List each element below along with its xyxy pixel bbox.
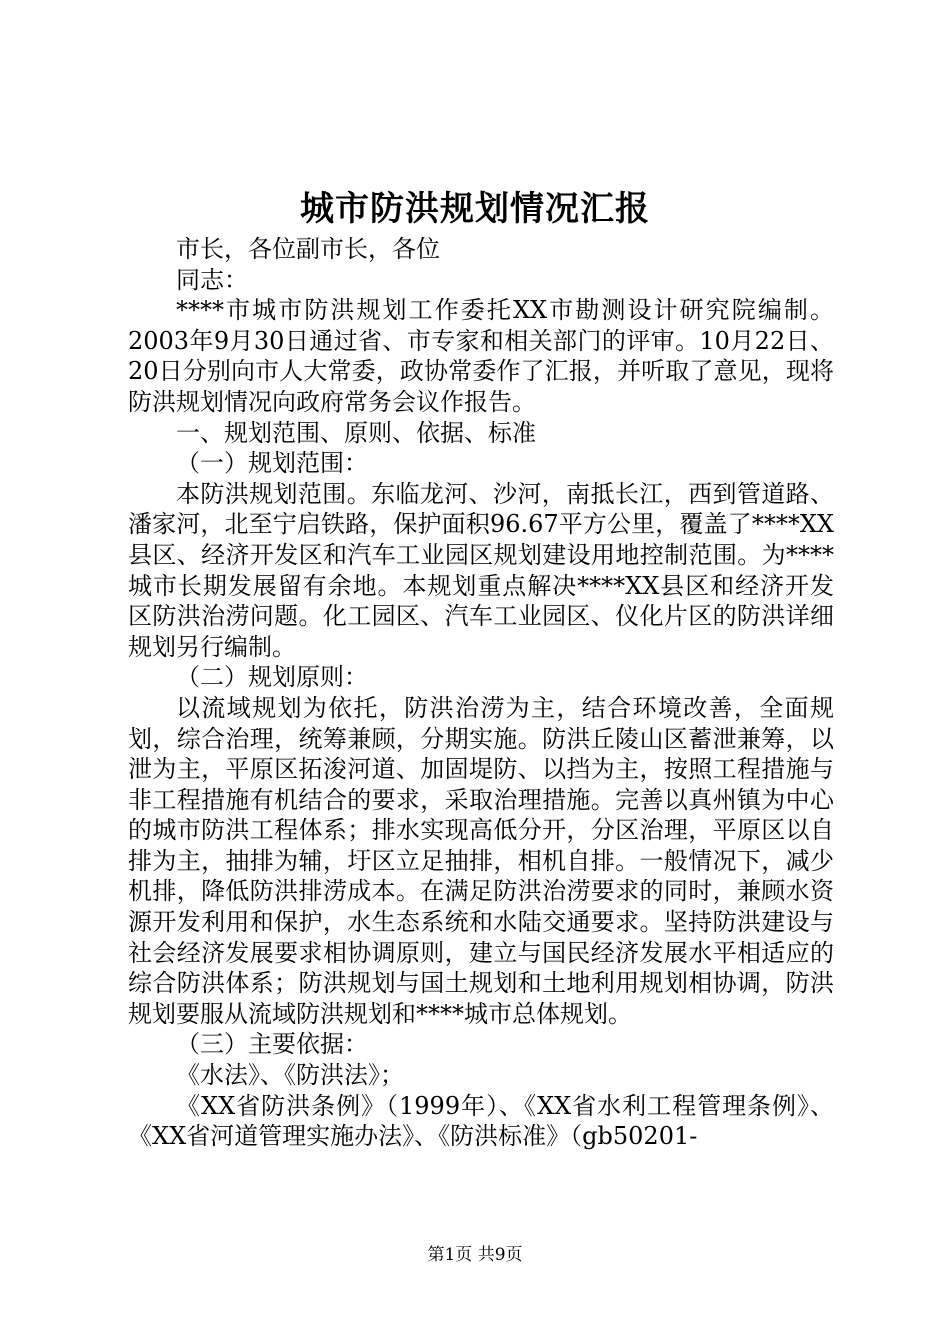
intro-paragraph: ****市城市防洪规划工作委托XX市勘测设计研究院编制。2003年9月30日通过省、市专家和相关部门的评审。10月22日、20日分别向市人大常委，政协常委作了汇报，并听取了意见，现将防洪规划情况向政府常务会议作报告。 xyxy=(128,296,834,416)
section-heading-1: 一、规划范围、原则、依据、标准 xyxy=(176,418,536,447)
subsection-heading-principles: （二）规划原则： xyxy=(176,663,368,692)
basis-item-2: 《XX省防洪条例》（1999年）、《XX省水利工程管理条例》、《XX省河道管理实施办法》、《防洪标准》（gb50201- xyxy=(128,1091,834,1151)
basis-item-1: 《水法》、《防洪法》； xyxy=(176,1061,404,1090)
subsection-heading-scope: （一）规划范围： xyxy=(176,449,368,478)
document-body xyxy=(128,234,834,1152)
salutation-line-1: 市长，各位副市长，各位 xyxy=(176,235,440,263)
page-footer: 第1页 共9页 xyxy=(427,1245,523,1265)
salutation-line-2: 同志： xyxy=(176,265,248,294)
principles-paragraph: 以流域规划为依托，防洪治涝为主，结合环境改善，全面规划，综合治理，统筹兼顾，分期实施。防洪丘陵山区蓄泄兼筹，以泄为主，平原区拓浚河道、加固堤防、以挡为主，按照工程措施与非工程措施有机结合的要求，采取治理措施。完善以真州镇为中心的城市防洪工程体系；排水实现高低分开，分区治理，平原区以自排为主，抽排为辅，圩区立足抽排，相机自排。一般情况下，减少机排，降低防洪排涝成本。在满足防洪治涝要求的同时，兼顾水资源开发利用和保护，水生态系统和水陆交通要求。坚持防洪建设与社会经济发展要求相协调原则，建立与国民经济发展水平相适应的综合防洪体系；防洪规划与国土规划和土地利用规划相协调，防洪规划要服从流域防洪规划和****城市总体规划。 xyxy=(128,693,834,1028)
scope-paragraph: 本防洪规划范围。东临龙河、沙河，南抵长江，西到管道路、潘家河，北至宁启铁路，保护面积96.67平方公里，覆盖了****XX县区、经济开发区和汽车工业园区规划建设用地控制范围。为****城市长期发展留有余地。本规划重点解决****XX县区和经济开发区防洪治涝问题。化工园区、汽车工业园区、仪化片区的防洪详细规划另行编制。 xyxy=(128,479,834,661)
document-title: 城市防洪规划情况汇报 xyxy=(300,189,650,229)
subsection-heading-basis: （三）主要依据： xyxy=(176,1030,368,1059)
